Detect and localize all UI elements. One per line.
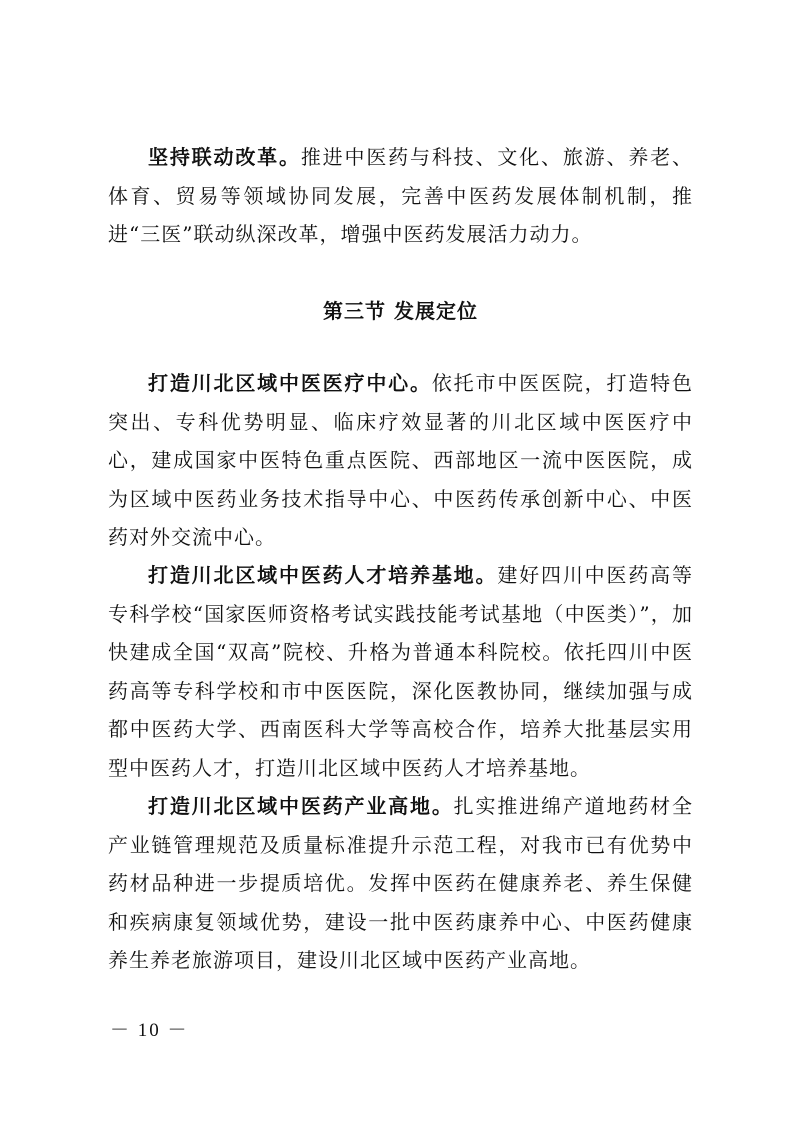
paragraph-lead: 打造川北区域中医药产业高地。 (148, 794, 454, 818)
paragraph-medical-center (108, 364, 693, 557)
page-number: － 10 － (110, 1020, 189, 1041)
paragraph-lead: 坚持联动改革。 (148, 145, 301, 169)
paragraph-joint-reform (108, 138, 693, 254)
paragraph-lead: 打造川北区域中医医疗中心。 (148, 371, 432, 395)
paragraph-body: 扎实推进绵产道地药材全产业链管理规范及质量标准提升示范工程，对我市已有优势中药材品种进一步提质培优。发挥中医药在健康养老、养生保健和疾病康复领域优势，建设一批中医药康养中心、中医药健康养生养老旅游项目，建设川北区域中医药产业高地。 (108, 794, 694, 972)
paragraph-body: 建好四川中医药高等专科学校“国家医师资格考试实践技能考试基地（中医类）”，加快建成全国“双高”院校、升格为普通本科院校。依托四川中医药高等专科学校和市中医医院，深化医教协同，继续加强与成都中医药大学、西南医科大学等高校合作，培养大批基层实用型中医药人才，打造川北区域中医药人才培养基地。 (108, 563, 694, 780)
paragraph-body: 依托市中医医院，打造特色突出、专科优势明显、临床疗效显著的川北区域中医医疗中心，建成国家中医特色重点医院、西部地区一流中医医院，成为区域中医药业务技术指导中心、中医药传承创新中心、中医药对外交流中心。 (108, 371, 694, 549)
section-title: 第三节 发展定位 (323, 299, 478, 323)
paragraph-body: 推进中医药与科技、文化、旅游、养老、体育、贸易等领域协同发展，完善中医药发展体制机制，推进“三医”联动纵深改革，增强中医药发展活力动力。 (108, 145, 694, 246)
paragraph-lead: 打造川北区域中医药人才培养基地。 (148, 563, 498, 587)
paragraph-industry-highland (108, 787, 693, 980)
paragraph-talent-base (108, 556, 693, 787)
